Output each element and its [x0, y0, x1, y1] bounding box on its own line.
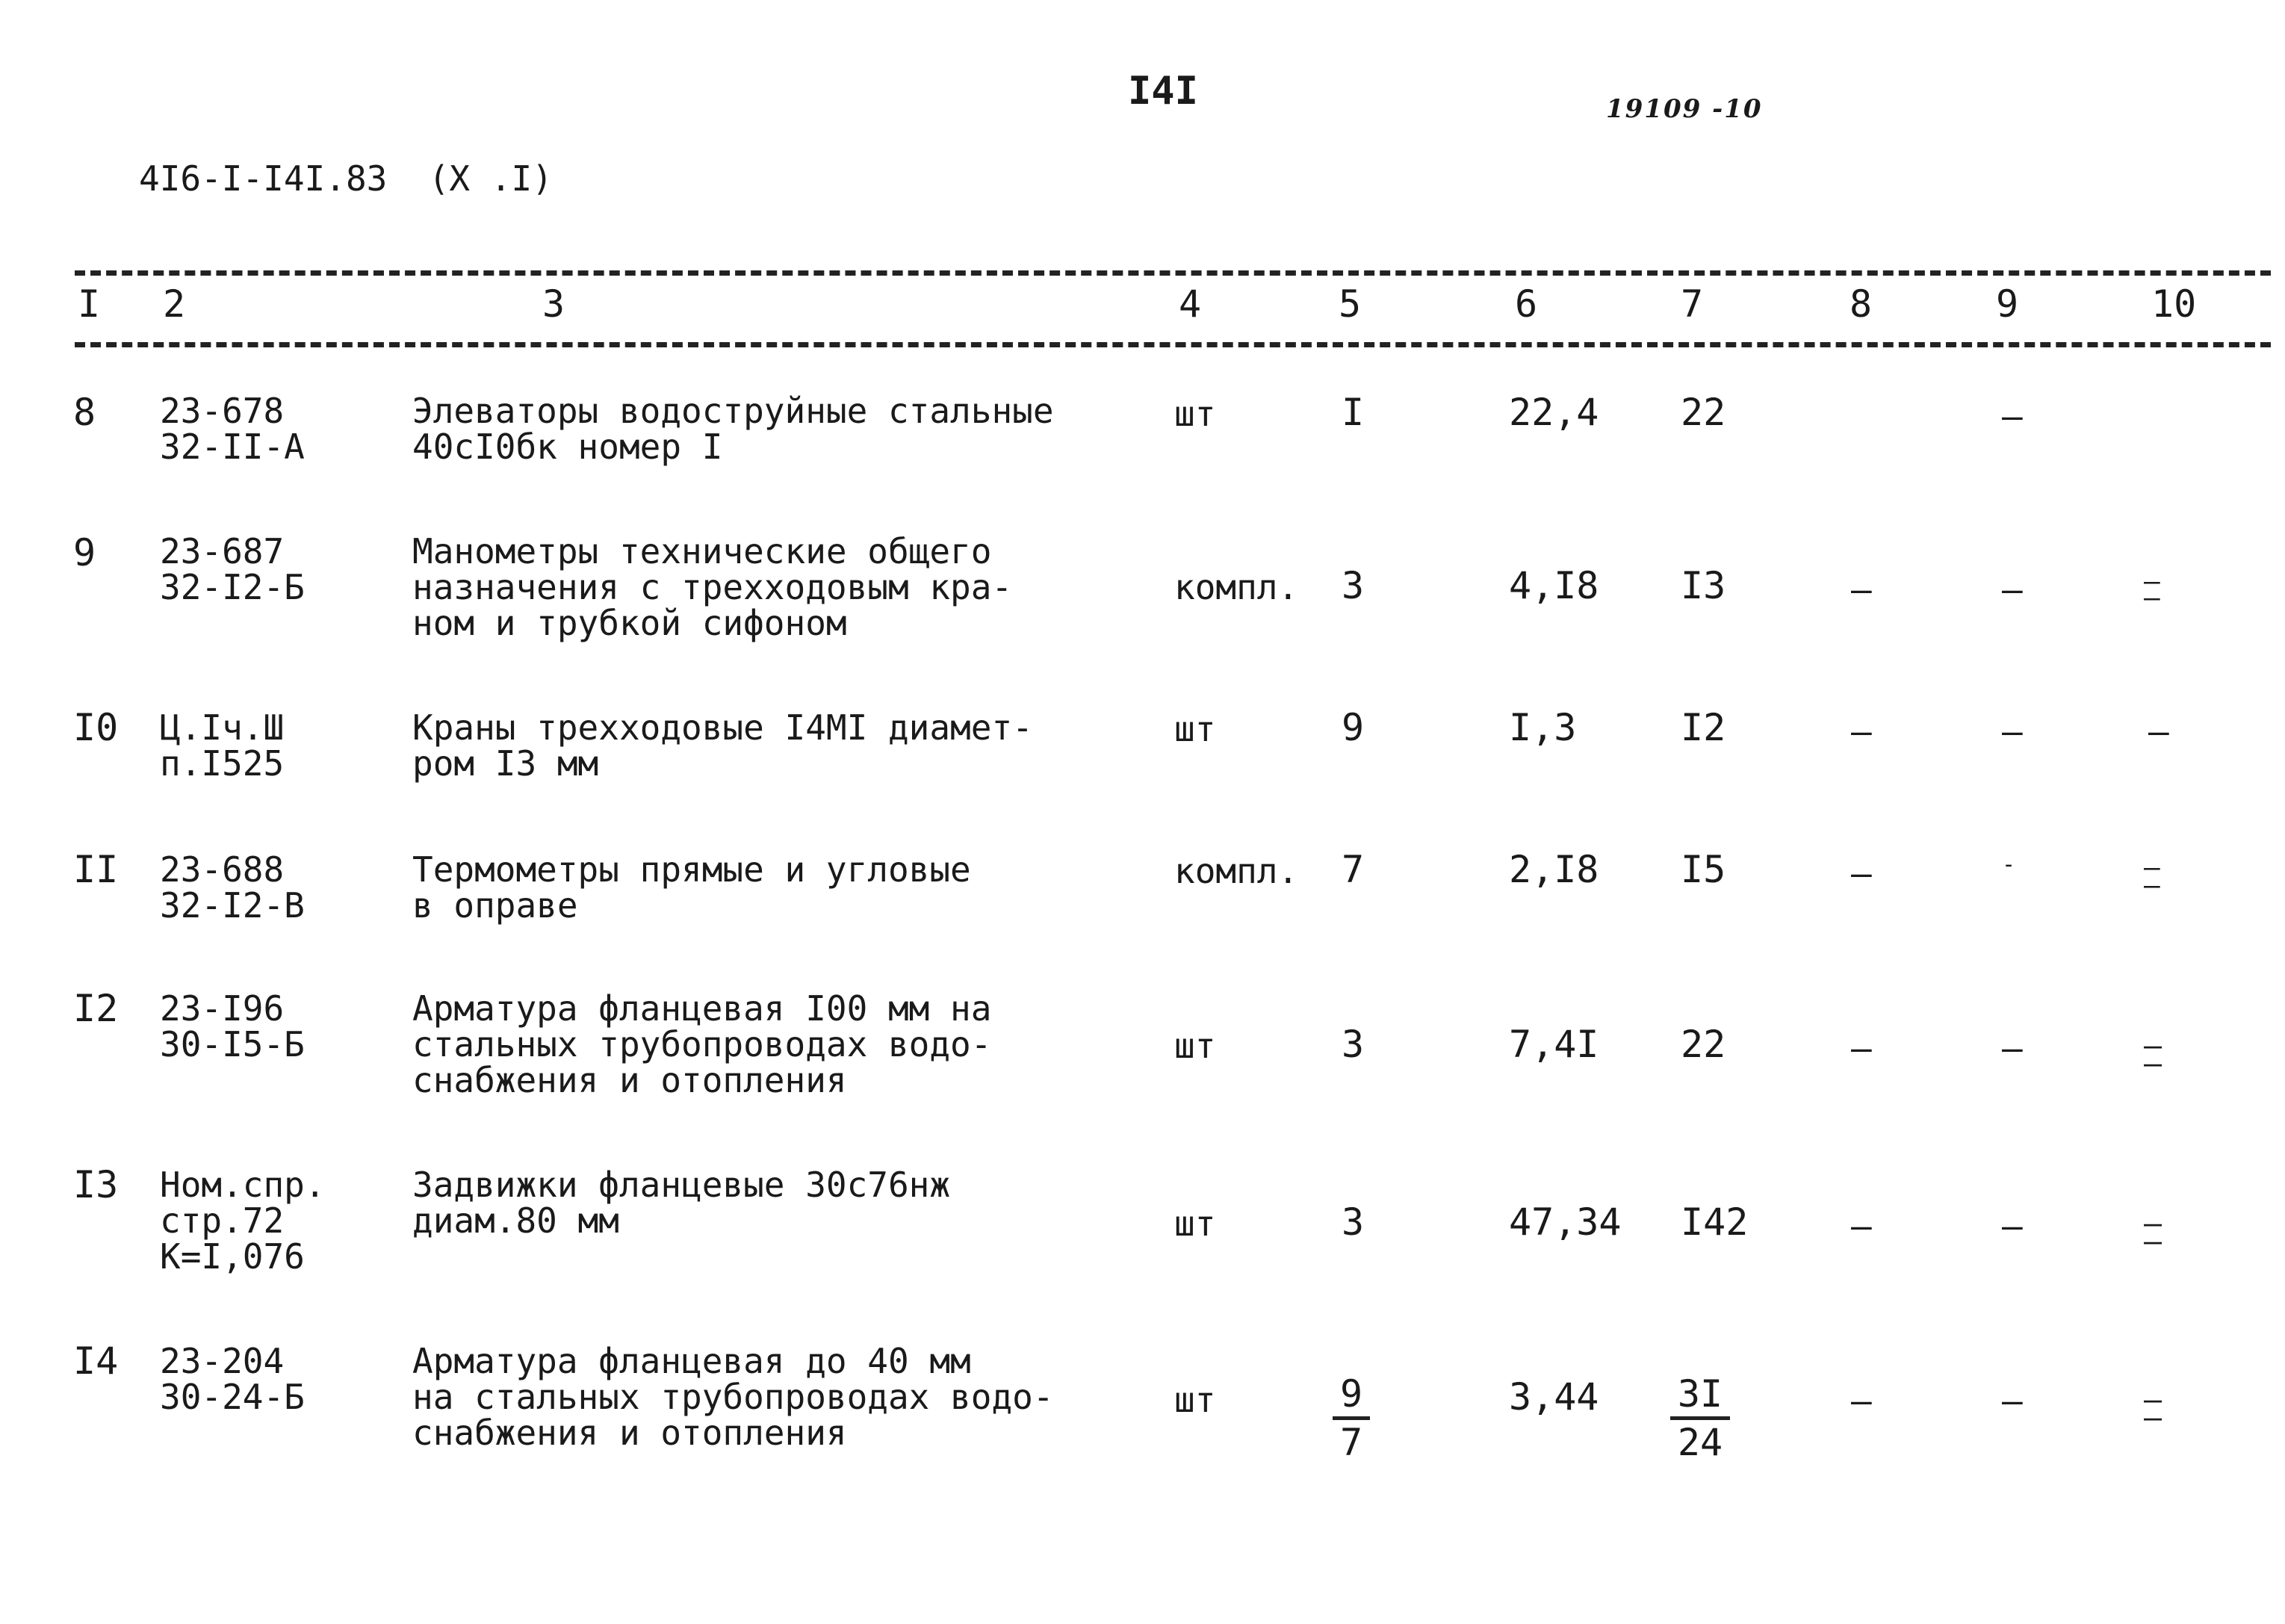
column-9-dash: –	[2002, 396, 2023, 436]
unit-price: I,3	[1509, 706, 1577, 749]
price-code: 23-678 32-II-A	[160, 391, 305, 467]
row-number: I0	[73, 706, 119, 749]
item-name: Задвижки фланцевые 30c76нж диам.80 мм	[412, 1165, 951, 1241]
quantity-bottom: 7	[1339, 1421, 1363, 1464]
unit-price: 3,44	[1509, 1375, 1599, 1419]
price-code: 23-688 32-I2-B	[160, 849, 305, 926]
price-code: Ном.спр. стр.72 K=I,076	[160, 1165, 326, 1277]
column-8-dash: –	[1851, 1028, 1872, 1068]
column-10-mark: – –	[2144, 566, 2160, 613]
item-name: Арматура фланцевая I00 мм на стальных трубопроводах водо- снабжения и отопления	[412, 988, 992, 1100]
quantity: 9	[1342, 706, 1365, 749]
total-top: 3I	[1670, 1372, 1730, 1420]
unit: шт	[1174, 1380, 1216, 1420]
total: I2	[1681, 706, 1726, 749]
column-8-dash: –	[1851, 569, 1872, 610]
row-number: 9	[73, 531, 96, 574]
unit-price: 47,34	[1509, 1200, 1622, 1244]
item-name: Манометры технические общего назначения с трехходовым кра- ном и трубкой сифоном	[412, 531, 1013, 643]
price-code: Ц.Iч.Ш п.I525	[160, 707, 285, 784]
column-8-dash: –	[1851, 853, 1872, 893]
column-10-mark: – –	[2144, 1206, 2162, 1259]
total: 22	[1681, 1023, 1726, 1066]
total: 22	[1681, 391, 1726, 434]
quantity-fraction	[1333, 1372, 1370, 1465]
row-number: I4	[73, 1339, 119, 1383]
total: I42	[1681, 1200, 1749, 1244]
column-header-2: 2	[163, 282, 186, 326]
column-header-7: 7	[1681, 282, 1704, 326]
column-9-dash: –	[2002, 1380, 2023, 1421]
row-number: I2	[73, 987, 119, 1030]
total: I5	[1681, 848, 1726, 891]
unit: шт	[1174, 709, 1216, 749]
unit: шт	[1174, 394, 1216, 434]
page-number: I4I	[1128, 69, 1198, 114]
column-10-dash: –	[2148, 711, 2169, 751]
column-header-1: I	[78, 282, 101, 326]
unit: шт	[1174, 1026, 1216, 1066]
unit: шт	[1174, 1203, 1216, 1244]
column-9-dash: -	[2002, 852, 2016, 878]
total-fraction	[1670, 1372, 1730, 1465]
quantity: I	[1342, 391, 1365, 434]
handwritten-note: 19109 -10	[1606, 94, 1763, 124]
row-number: I3	[73, 1163, 119, 1206]
column-header-4: 4	[1179, 282, 1202, 326]
unit: компл.	[1174, 851, 1299, 891]
column-header-6: 6	[1515, 282, 1538, 326]
column-8-dash: –	[1851, 711, 1872, 751]
header-bottom-rule	[75, 342, 2271, 347]
column-header-10: 10	[2151, 282, 2197, 326]
column-header-5: 5	[1339, 282, 1362, 326]
unit-price: 7,4I	[1509, 1023, 1599, 1066]
quantity: 7	[1342, 848, 1365, 891]
quantity: 3	[1342, 1023, 1365, 1066]
unit-price: 2,I8	[1509, 848, 1599, 891]
column-header-3: 3	[542, 282, 565, 326]
column-10-mark: – –	[2144, 1383, 2162, 1435]
quantity: 3	[1342, 564, 1365, 607]
item-name: Арматура фланцевая до 40 мм на стальных трубопроводах водо- снабжения и отопления	[412, 1341, 1054, 1453]
price-code: 23-204 30-24-Б	[160, 1341, 305, 1417]
price-code: 23-687 32-I2-Б	[160, 531, 305, 607]
unit-price: 4,I8	[1509, 564, 1599, 607]
column-9-dash: –	[2002, 1206, 2023, 1246]
unit: компл.	[1174, 567, 1299, 607]
column-8-dash: –	[1851, 1206, 1872, 1246]
document-code: 4I6-I-I4I.83 (X .I)	[139, 158, 553, 199]
column-8-dash: –	[1851, 1380, 1872, 1421]
quantity: 3	[1342, 1200, 1365, 1244]
row-number: 8	[73, 391, 96, 434]
column-10-mark: – –	[2144, 1029, 2162, 1081]
quantity-top: 9	[1333, 1372, 1370, 1420]
row-number: II	[73, 848, 119, 891]
item-name: Термометры прямые и угловые в оправе	[412, 849, 971, 926]
price-code: 23-I96 30-I5-Б	[160, 988, 305, 1064]
item-name: Элеваторы водоструйные стальные 40cI0бк номер I	[412, 391, 1054, 467]
column-header-9: 9	[1996, 282, 2019, 326]
total: I3	[1681, 564, 1726, 607]
item-name: Краны трехходовые I4MI диамет- ром I3 мм	[412, 707, 1033, 784]
column-9-dash: –	[2002, 569, 2023, 610]
unit-price: 22,4	[1509, 391, 1599, 434]
column-header-8: 8	[1850, 282, 1873, 326]
column-10-mark: – –	[2144, 852, 2160, 901]
column-9-dash: –	[2002, 711, 2023, 751]
header-top-rule	[75, 270, 2271, 276]
column-9-dash: –	[2002, 1028, 2023, 1068]
total-bottom: 24	[1677, 1421, 1723, 1464]
